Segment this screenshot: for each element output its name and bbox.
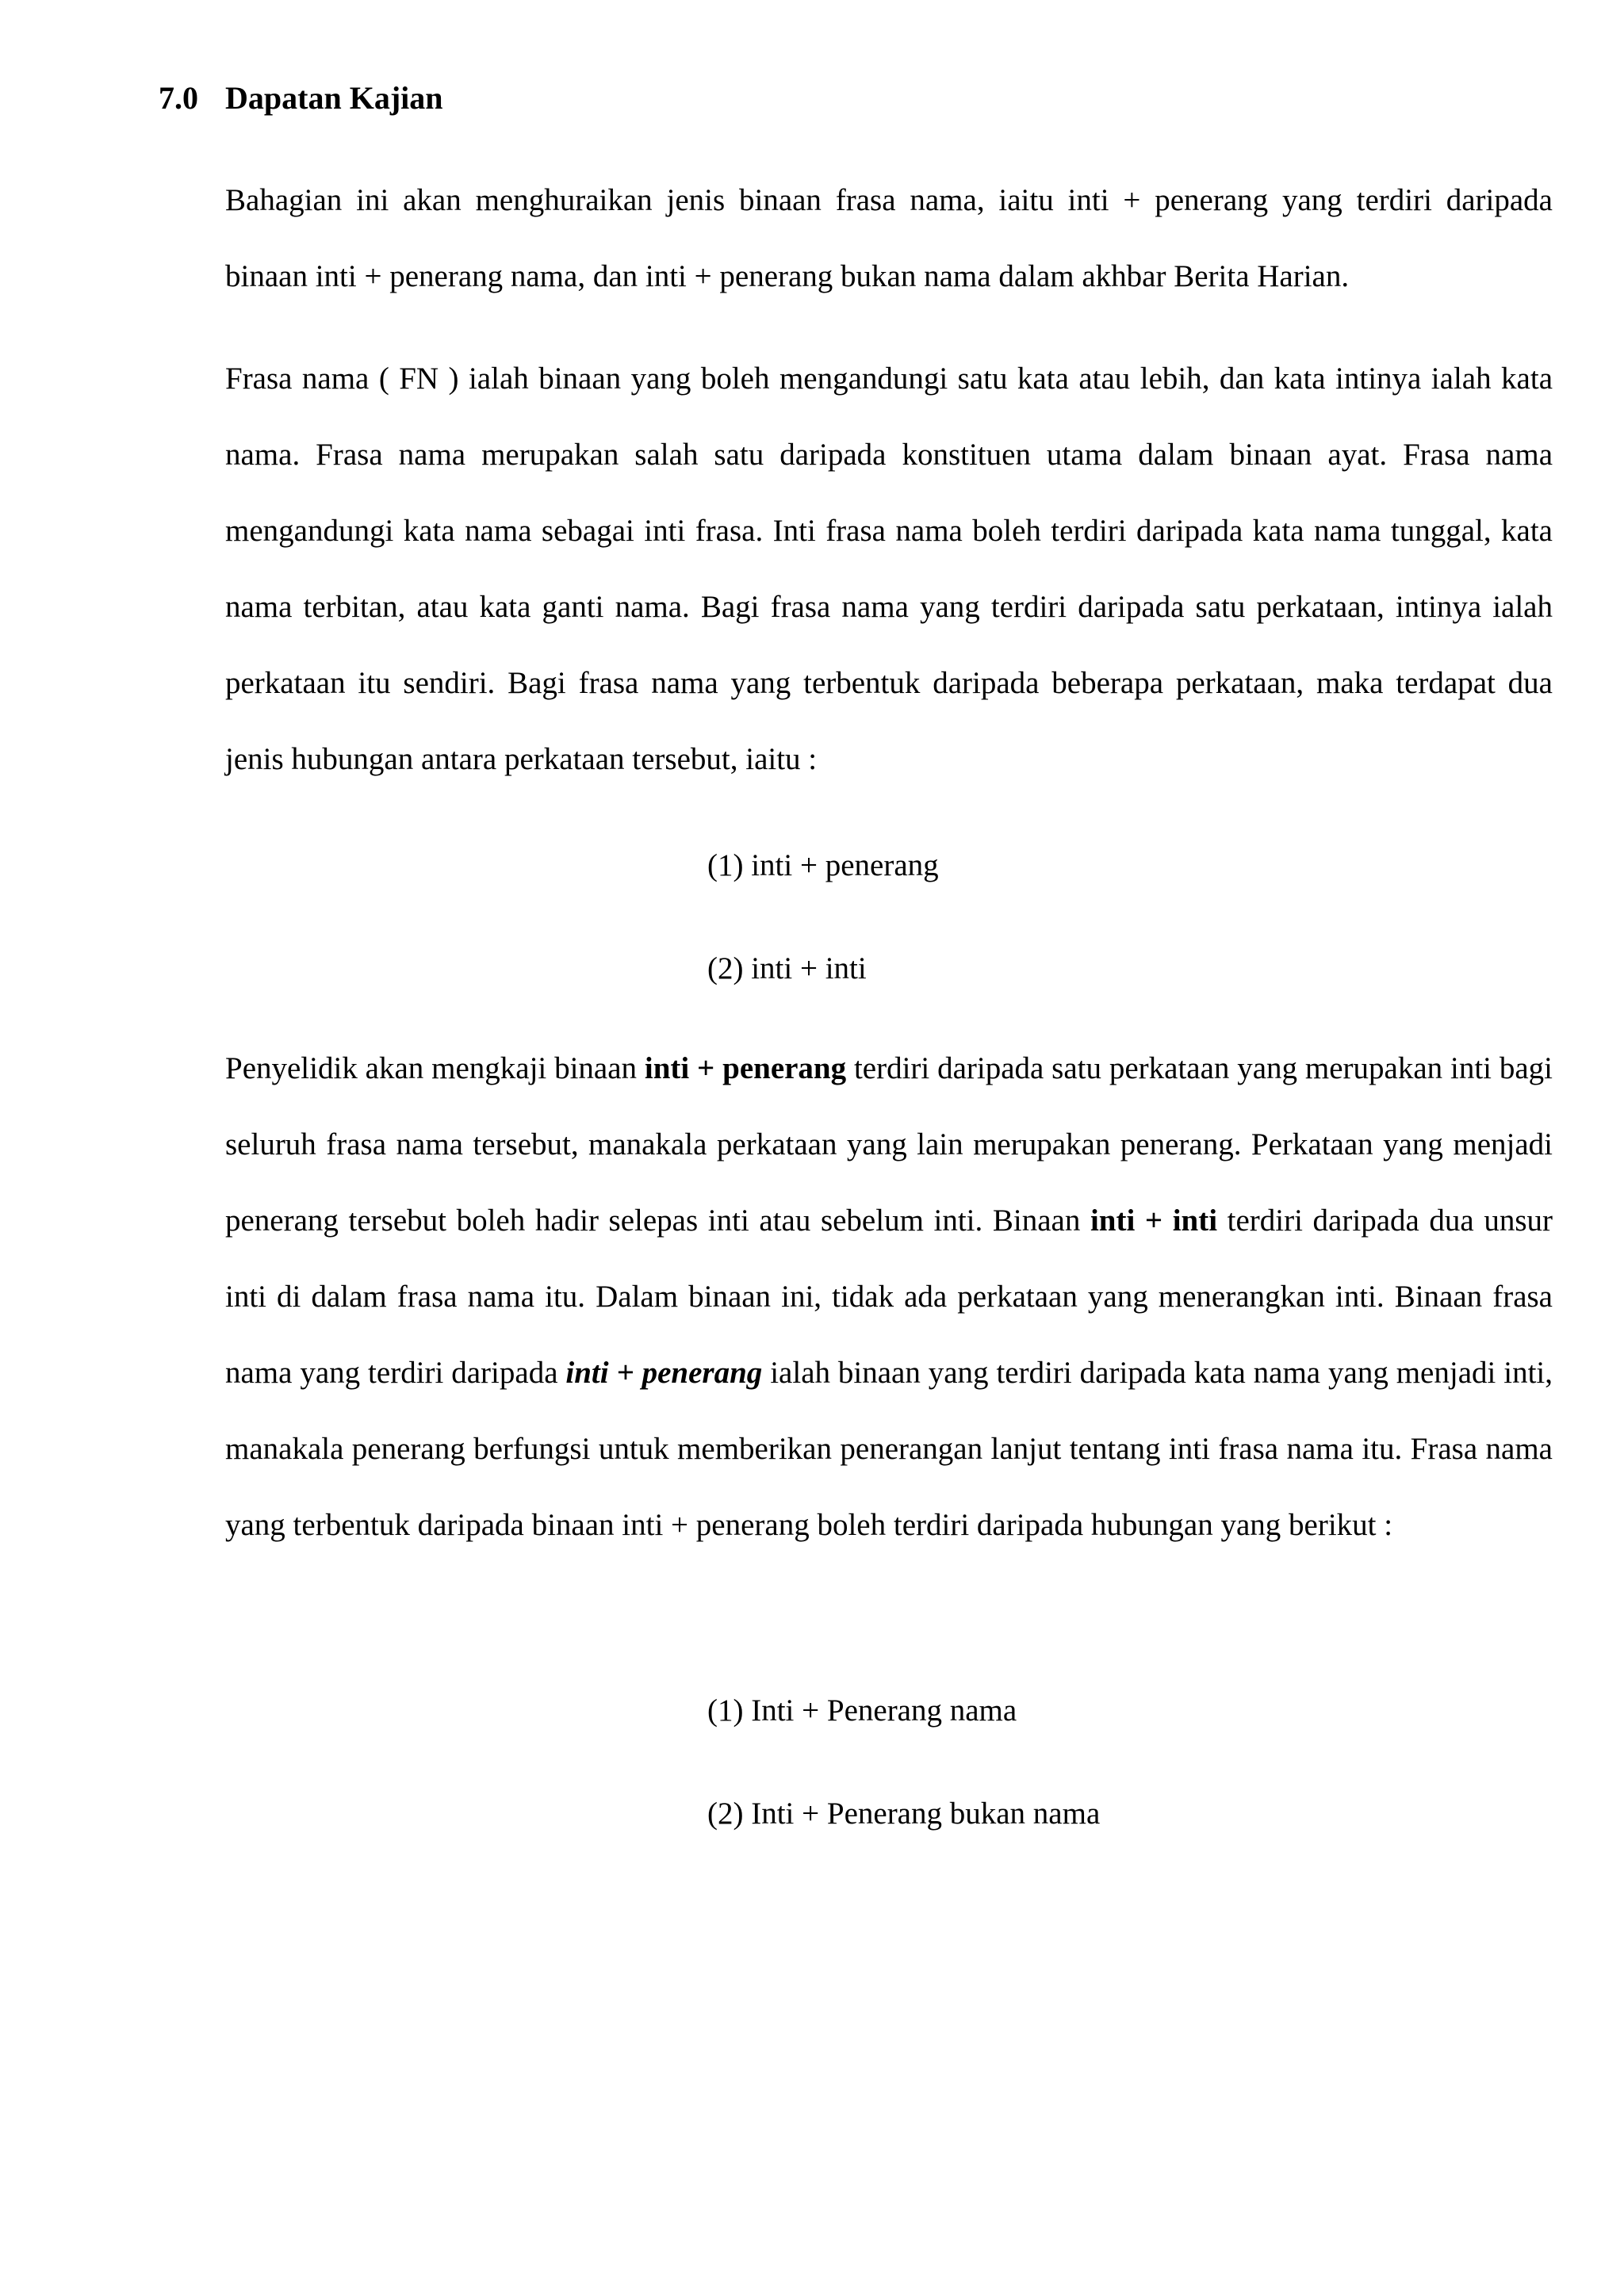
paragraph-analysis-text: Penyelidik akan mengkaji binaan <box>225 1051 645 1085</box>
paragraph-analysis-text: terdiri daripada dua unsur inti di dalam frasa nama itu. Dalam binaan ini, tidak ada perkataan yang menerangkan inti. Binaan frasa nama yang terdiri daripada <box>225 1203 1553 1390</box>
paragraph-analysis-text: terdiri daripada satu perkataan yang merupakan inti bagi seluruh frasa nama tersebut, manakala perkataan yang lain merupakan penerang. Perkataan yang menjadi penerang tersebut boleh hadir selepas inti atau sebelum inti. Binaan <box>225 1051 1553 1238</box>
section-heading <box>159 78 443 119</box>
section-number: 7.0 <box>159 80 198 116</box>
paragraph-definition: Frasa nama ( FN ) ialah binaan yang boleh mengandungi satu kata atau lebih, dan kata intinya ialah kata nama. Frasa nama merupakan salah satu daripada konstituen utama dalam binaan ayat. Frasa nama mengandungi kata nama sebagai inti frasa. Inti frasa nama boleh terdiri daripada kata nama tunggal, kata nama terbitan, atau kata ganti nama. Bagi frasa nama yang terdiri daripada satu perkataan, intinya ialah perkataan itu sendiri. Bagi frasa nama yang terbentuk daripada beberapa perkataan, maka terdapat dua jenis hubungan antara perkataan tersebut, iaitu : <box>225 362 1553 776</box>
list-item-inti-inti: (2) inti + inti <box>707 951 867 985</box>
list-item-penerang-nama: (1) Inti + Penerang nama <box>707 1693 1017 1728</box>
paragraph-intro: Bahagian ini akan menghuraikan jenis binaan frasa nama, iaitu inti + penerang yang terdiri daripada binaan inti + penerang nama, dan inti + penerang bukan nama dalam akhbar Berita Harian. <box>225 183 1553 293</box>
bold-term-inti-inti: inti + inti <box>1090 1203 1218 1238</box>
bold-term-inti-penerang: inti + penerang <box>644 1051 847 1085</box>
section-title: Dapatan Kajian <box>225 80 443 116</box>
paragraph-analysis <box>225 1031 1553 1563</box>
list-item-inti-penerang: (1) inti + penerang <box>707 848 939 882</box>
bold-italic-term-inti-penerang: inti + penerang <box>565 1356 763 1390</box>
paragraph-analysis-text: ialah binaan yang terdiri daripada kata nama yang menjadi inti, manakala penerang berfungsi untuk memberikan penerangan lanjut tentang inti frasa nama itu. Frasa nama yang terbentuk daripada binaan inti + penerang boleh terdiri daripada hubungan yang berikut : <box>225 1356 1553 1542</box>
list-item-penerang-bukan-nama: (2) Inti + Penerang bukan nama <box>707 1797 1101 1831</box>
